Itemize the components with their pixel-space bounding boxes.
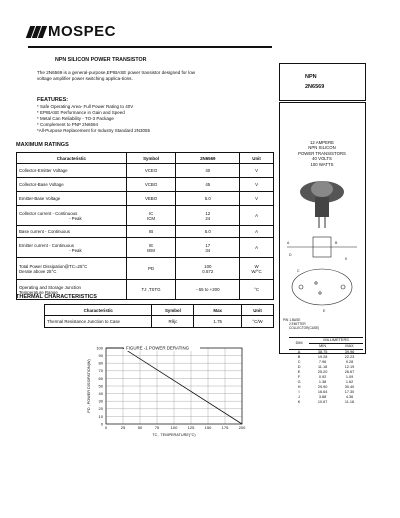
- char-line: Operating and Storage Junction: [19, 284, 81, 290]
- char-line: Derate above 25°C: [19, 268, 57, 274]
- cell-val: 45: [176, 178, 240, 192]
- dim-cell: D: [297, 365, 301, 369]
- unit-line: W: [254, 263, 259, 269]
- svg-text:E: E: [323, 309, 326, 313]
- dim-cell: 1.38: [318, 380, 327, 384]
- cell-unit: °C: [240, 280, 274, 300]
- val-line: 12: [205, 210, 211, 216]
- feature-item: * Metal Can Reliability - TO-3 Package: [37, 116, 114, 121]
- char-line: - Peak: [69, 247, 82, 253]
- x-tick-label: 25: [120, 425, 126, 430]
- cell-sym: TJ ,TSTG: [126, 280, 176, 300]
- dim-cell: H: [297, 385, 301, 389]
- dim-cell: 30.40: [344, 385, 355, 389]
- package-drawing: [285, 172, 359, 332]
- svg-text:K: K: [345, 257, 348, 261]
- dim-cell: 11.18: [317, 365, 328, 369]
- dim-cell: 16.64: [317, 390, 328, 394]
- dim-cell: 3.88: [318, 395, 327, 399]
- dim-cell: J: [298, 395, 301, 399]
- dim-header: DIM: [289, 338, 309, 350]
- cell-unit: V: [240, 164, 274, 178]
- dim-cell: 1.09: [345, 375, 354, 379]
- summary-line: 12 AMPERE: [310, 140, 334, 145]
- to3-package-icon: [300, 181, 344, 228]
- cell-sym: [126, 206, 176, 226]
- svg-text:D: D: [289, 253, 292, 257]
- feature-item: * Safe Operating Area- Full Power Rating to 40V: [37, 104, 134, 109]
- x-axis-label: TC , TEMPERATURE(°C): [152, 433, 196, 437]
- cell-char: Base current - Continuous: [17, 226, 127, 238]
- dim-cell: 9.28: [345, 360, 354, 364]
- cell-val: 40: [176, 164, 240, 178]
- cell-unit: [240, 258, 274, 280]
- cell-unit: V: [240, 178, 274, 192]
- cell-unit: °C/W: [242, 316, 274, 328]
- char-line: Collector current - Continuous: [19, 210, 78, 216]
- table-header-row: [45, 305, 274, 316]
- cell-val: 5.0: [176, 226, 240, 238]
- dim-cell: 38.75: [317, 350, 328, 354]
- table-row: [289, 400, 363, 405]
- dim-cell: I: [298, 390, 300, 394]
- char-line: Emitter current - Continuous: [19, 242, 74, 248]
- cell-unit: A: [240, 226, 274, 238]
- dim-cell: E: [297, 370, 301, 374]
- col-header: Characteristic: [17, 153, 127, 164]
- part-summary: [283, 140, 361, 167]
- col-header: Symbol: [126, 153, 176, 164]
- x-tick-label: 200: [238, 425, 246, 430]
- x-tick-label: 75: [154, 425, 160, 430]
- x-tick-label: 150: [204, 425, 212, 430]
- dim-cell: 17.30: [344, 390, 355, 394]
- y-tick-label: 80: [98, 360, 103, 366]
- unit-line: W/°C: [251, 268, 262, 274]
- col-header: Characteristic: [45, 305, 152, 316]
- dimensions-table: [289, 337, 363, 405]
- cell-unit: A: [240, 206, 274, 226]
- x-tick-label: 175: [221, 425, 229, 430]
- col-header: Unit: [242, 305, 274, 316]
- table-row: [17, 226, 274, 238]
- cell-char: Collector-Emitter Voltage: [17, 164, 127, 178]
- col-header: Symbol: [152, 305, 194, 316]
- char-line: Total Power Dissipation@TC=25°C: [19, 263, 88, 269]
- description: The 2N6569 is a general-purpose,EPIBASE power transistor designed for low voltage amplifier power switching applica-tions.: [37, 70, 196, 82]
- brand-name: MOSPEC: [48, 23, 117, 40]
- feature-item: * EPIBASE Performance in Gain and Speed: [37, 110, 125, 115]
- thermal-table: [44, 304, 274, 328]
- dim-cell: 1.62: [345, 380, 354, 384]
- table-row: [17, 164, 274, 178]
- cell-unit: A: [240, 238, 274, 258]
- dim-cell: G: [297, 380, 301, 384]
- char-line: - Peak: [69, 215, 82, 221]
- feature-item: *All-Purpose Replacement for Industry Standard 2N3055: [37, 128, 151, 133]
- cell-val: [176, 206, 240, 226]
- svg-text:C: C: [297, 269, 300, 273]
- y-tick-label: 40: [98, 391, 103, 396]
- cell-sym: PD: [126, 258, 176, 280]
- pin-label: 2.EMITTER: [289, 322, 306, 326]
- table-row: [17, 192, 274, 206]
- summary-line: NPN SILICON: [308, 145, 336, 151]
- cell-char: Thermal Resistance Junction to Case: [45, 316, 152, 328]
- y-tick-label: 90: [98, 353, 103, 358]
- brand-mark-icon: [28, 26, 46, 38]
- header-rule: [28, 46, 272, 48]
- val-line: 24: [205, 215, 211, 221]
- x-tick-label: 100: [170, 425, 178, 430]
- part-number: 2N6569: [305, 84, 325, 90]
- cell-char: Emitter-Base Voltage: [17, 192, 127, 206]
- chart-title: FIGURE -1 POWER DERATING: [126, 345, 190, 351]
- y-tick-label: 50: [98, 383, 103, 389]
- cell-sym: [126, 238, 176, 258]
- pin-labels: [283, 318, 319, 330]
- cell-char: Collector-Base Voltage: [17, 178, 127, 192]
- dim-cell: 19.28: [317, 355, 328, 359]
- dim-cell: 10.67: [317, 400, 328, 404]
- dim-cell: 25.20: [317, 370, 328, 374]
- table-row: [17, 178, 274, 192]
- pin-label: COLLECTOR(CASE): [289, 326, 320, 330]
- feature-item: * Complement to PNP 2N6594: [37, 122, 98, 127]
- max-ratings-table: [16, 152, 274, 300]
- document-title: NPN SILICON POWER TRANSISTOR: [55, 57, 147, 63]
- val-line: 34: [205, 247, 211, 253]
- cell-sym: VCEO: [126, 164, 176, 178]
- cell-char: [17, 206, 127, 226]
- table-row: [17, 206, 274, 226]
- y-tick-label: 70: [98, 368, 103, 374]
- thermal-heading: THERMAL CHARACTERISTICS: [16, 294, 97, 300]
- y-axis-label: PD , POWER DISSIPATION(W): [87, 359, 91, 413]
- val-line: 17: [205, 242, 211, 248]
- dim-cell: 0.92: [318, 375, 327, 379]
- col-header: 2N6569: [176, 153, 240, 164]
- table-row: [17, 258, 274, 280]
- char-line: Temperature Range: [19, 289, 58, 295]
- y-tick-label: 20: [98, 406, 103, 412]
- sym-line: IC: [148, 210, 154, 216]
- power-derating-chart: [66, 342, 274, 440]
- cell-char: [17, 258, 127, 280]
- dim-cell: 26.67: [344, 370, 355, 374]
- x-tick-label: 50: [137, 425, 143, 430]
- dim-header: MIN: [309, 344, 336, 350]
- cell-sym: VCBO: [126, 178, 176, 192]
- part-number-block: [305, 72, 324, 92]
- cell-sym: IB: [126, 226, 176, 238]
- cell-unit: V: [240, 192, 274, 206]
- cell-val: 5.0: [176, 192, 240, 206]
- y-tick-label: 100: [96, 345, 103, 351]
- max-ratings-heading: MAXIMUM RATINGS: [16, 142, 69, 148]
- dim-cell: 29.90: [317, 385, 328, 389]
- dim-title: MILLIMETERS: [309, 338, 363, 344]
- summary-line: 40 VOLTS: [312, 156, 332, 162]
- dim-cell: 7.96: [318, 360, 327, 364]
- dim-cell: 12.19: [344, 365, 355, 369]
- cell-val: - 65 to +200: [176, 280, 240, 300]
- dim-cell: 11.18: [344, 400, 355, 404]
- table-row: [45, 316, 274, 328]
- dim-cell: A: [297, 350, 301, 354]
- table-row: [17, 238, 274, 258]
- y-tick-label: 60: [98, 375, 103, 381]
- sym-line: IEM: [147, 247, 155, 253]
- dim-cell: C: [297, 360, 301, 364]
- val-line: 0.572: [202, 268, 214, 274]
- dim-cell: 22.23: [344, 355, 355, 359]
- cell-char: [17, 238, 127, 258]
- col-header: Max: [194, 305, 242, 316]
- features-heading: FEATURES:: [37, 97, 69, 103]
- features-list: [37, 104, 150, 134]
- table-header-row: [17, 153, 274, 164]
- dim-cell: K: [297, 400, 301, 404]
- sym-line: IE: [148, 242, 154, 248]
- pin-label: PIN 1.BASE: [283, 318, 301, 322]
- summary-line: POWER TRANSISTORS: [298, 150, 346, 156]
- summary-line: 100 WATTS: [310, 161, 334, 167]
- y-tick-label: 30: [98, 398, 103, 404]
- dim-cell: 4.36: [345, 395, 354, 399]
- x-tick-label: 0: [104, 425, 108, 430]
- dim-cell: 39.96: [344, 350, 355, 354]
- svg-text:B: B: [335, 241, 338, 245]
- part-type: NPN: [305, 74, 317, 80]
- y-tick-label: 0: [100, 421, 103, 427]
- y-tick-label: 10: [98, 413, 103, 419]
- svg-text:A: A: [287, 241, 290, 245]
- dim-cell: B: [297, 355, 301, 359]
- dim-header: MAX: [336, 344, 363, 350]
- dim-cell: F: [297, 375, 301, 379]
- col-header: Unit: [240, 153, 274, 164]
- cell-val: 1.75: [194, 316, 242, 328]
- cell-sym: VEBO: [126, 192, 176, 206]
- val-line: 100: [204, 263, 212, 269]
- sym-line: ICM: [147, 215, 156, 221]
- cell-val: [176, 258, 240, 280]
- x-tick-label: 125: [187, 425, 195, 430]
- brand-logo: [28, 23, 116, 40]
- cell-sym: Rθjc: [152, 316, 194, 328]
- cell-val: [176, 238, 240, 258]
